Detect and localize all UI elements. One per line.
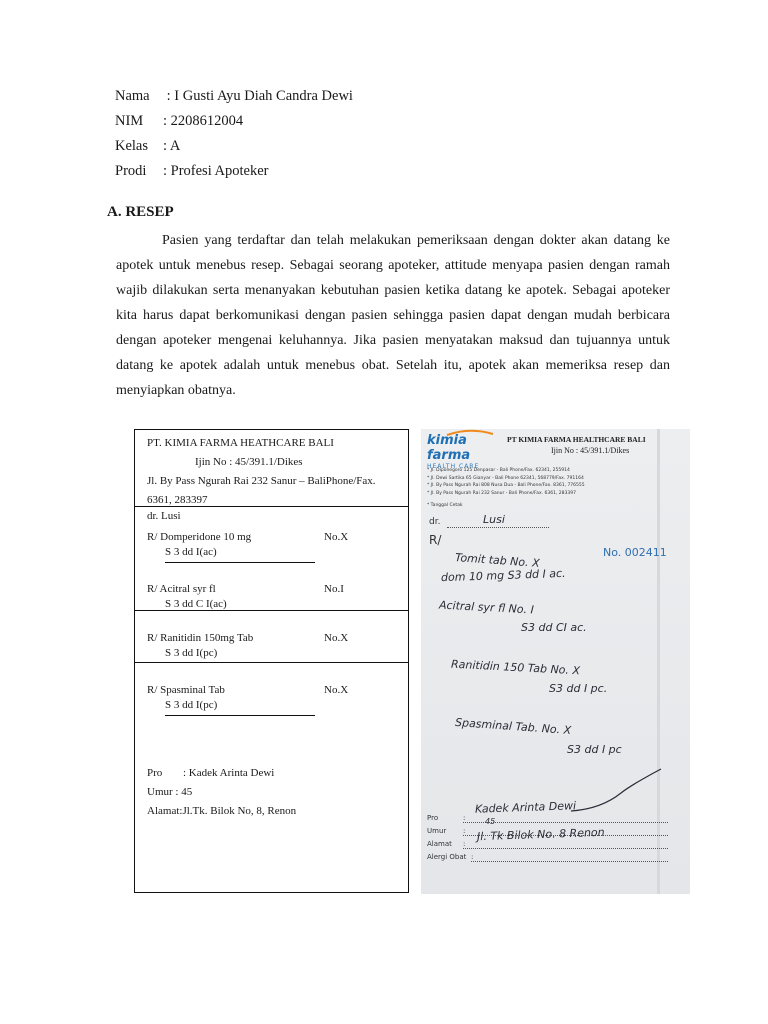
identity-row-prodi — [115, 159, 353, 184]
logo-swoosh-icon — [445, 429, 495, 437]
logo-subtitle: HEALTH CARE — [427, 463, 480, 470]
rx-item — [147, 684, 397, 718]
colon: : — [471, 853, 474, 861]
photo-alergi-label: Alergi Obat — [427, 853, 467, 861]
photo-fold-shadow — [657, 429, 660, 894]
rx-item-name: R/ Spasminal Tab — [147, 684, 225, 696]
photo-address-line: * Jl. By Pass Ngurah Rai 232 Sanur - Bali Phone/Fax. 6361, 283397 — [427, 490, 576, 496]
rx-item-signa: S 3 dd C I(ac) — [165, 598, 227, 610]
colon: : — [463, 827, 466, 835]
photo-tanggal: * Tanggal Cetak — [427, 503, 463, 508]
typed-prescription — [134, 429, 409, 893]
dotted-line — [447, 527, 549, 528]
identity-label: NIM — [115, 113, 144, 129]
rx-item — [147, 632, 397, 666]
photo-alamat-label: Alamat — [427, 840, 452, 848]
typed-rx-patient — [147, 764, 296, 821]
handwriting-line: Ranitidin 150 Tab No. X — [450, 657, 581, 678]
handwriting-line: Tomit tab No. X — [454, 551, 541, 570]
kimia-farma-logo — [427, 433, 507, 470]
handwriting-line: S3 dd I pc — [567, 743, 622, 756]
rx-item — [147, 531, 397, 565]
typed-rx-ijin: Ijin No : 45/391.1/Dikes — [195, 456, 303, 468]
identity-row-kelas — [115, 134, 353, 159]
colon: : — [463, 814, 466, 822]
photo-doctor-handwriting: Lusi — [483, 513, 505, 526]
rx-item-name: R/ Domperidone 10 mg — [147, 531, 252, 543]
photo-rx-symbol: R/ — [429, 533, 442, 547]
handwriting-line: S3 dd CI ac. — [521, 621, 587, 634]
photo-serial-number: No. 002411 — [603, 546, 667, 559]
identity-label: Kelas — [115, 138, 149, 154]
doctor-signature — [561, 765, 671, 815]
identity-row-nim — [115, 109, 353, 134]
signa-underline — [165, 715, 315, 716]
rx-item-signa: S 3 dd I(pc) — [165, 647, 218, 659]
rx-item-signa: S 3 dd I(pc) — [165, 699, 218, 711]
patient-age: : 45 — [172, 786, 193, 798]
student-identity — [115, 84, 353, 184]
logo-brand: kimia farma — [427, 433, 471, 463]
divider — [135, 506, 408, 507]
photo-ijin: Ijin No : 45/391.1/Dikes — [551, 446, 630, 455]
patient-name-row — [147, 764, 296, 783]
typed-rx-header — [147, 434, 400, 510]
patient-address: Jl.Tk. Bilok No, 8, Renon — [182, 805, 297, 817]
dotted-line — [471, 861, 668, 862]
photo-age-handwriting: 45 — [485, 817, 496, 826]
patient-name: : Kadek Arinta Dewi — [183, 767, 275, 779]
typed-rx-address: Jl. By Pass Ngurah Rai 232 Sanur – BaliPhone/Fax. 6361, 283397 — [147, 475, 376, 506]
identity-value: : Profesi Apoteker — [163, 163, 269, 179]
identity-value: : 2208612004 — [163, 113, 244, 129]
typed-rx-doctor: dr. Lusi — [147, 510, 181, 522]
photo-pro-label: Pro — [427, 814, 439, 822]
patient-address-row — [147, 802, 296, 821]
patient-age-row — [147, 783, 296, 802]
identity-label: Nama — [115, 88, 150, 104]
dotted-line — [463, 848, 668, 849]
handwriting-line: Acitral syr fl No. I — [438, 598, 535, 617]
handwriting-line: S3 dd I pc. — [549, 682, 608, 695]
patient-name-label: Pro — [147, 767, 163, 779]
photo-addresses — [427, 467, 585, 497]
identity-value: : A — [163, 138, 181, 154]
photo-address-handwriting: Jl. Tk Bilok No. 8 Renon — [476, 825, 605, 844]
photo-allergy-row — [427, 853, 474, 861]
rx-item-name: R/ Ranitidin 150mg Tab — [147, 632, 254, 644]
typed-rx-company: PT. KIMIA FARMA HEATHCARE BALI — [147, 437, 334, 449]
photo-age-row — [427, 827, 466, 835]
patient-age-label: Umur — [147, 786, 173, 798]
identity-label: Prodi — [115, 163, 147, 179]
prescription-photo — [421, 429, 690, 894]
photo-address-line: * Jl. By Pass Ngurah Rai 808 Nusa Dua - Bali Phone/Fax. 8361, 776555 — [427, 483, 585, 488]
photo-address-row — [427, 840, 466, 848]
photo-address-line: * Jl. Dewi Sartika 65 Gianyar - Bali Phone 62341, 568779/Fax. 791164 — [427, 475, 584, 481]
identity-row-nama — [115, 84, 353, 109]
signa-underline — [165, 562, 315, 563]
section-paragraph: Pasien yang terdaftar dan telah melakukan pemeriksaan dengan dokter akan datang ke apotek untuk menebus resep. Sebagai seorang apoteker, attitude menyapa pasien dengan ramah wajib dilakukan serta menanyakan kebutuhan pasien ketika datang ke apotek. Sebagai apoteker kita harus dapat berkomunikasi dengan pasien sehingga pasien dapat dengan mudah berbicara dengan apoteker mengenai keluhannya. Jika pasien menyatakan maksud dan tujuannya untuk datang ke apotek adalah untuk menebus obat. Setelah itu, apotek akan memeriksa resep dan menyiapkan obatnya. — [116, 233, 670, 398]
handwriting-line: dom 10 mg S3 dd I ac. — [440, 566, 566, 585]
rx-item-quantity: No.I — [324, 583, 344, 595]
rx-item-quantity: No.X — [324, 632, 349, 644]
photo-dr-label: dr. — [429, 517, 441, 527]
section-heading: A. RESEP — [107, 204, 174, 220]
photo-patient-name-handwriting: Kadek Arinta Dewi — [474, 799, 577, 816]
photo-title: PT KIMIA FARMA HEALTHCARE BALI — [507, 435, 646, 444]
identity-value: : I Gusti Ayu Diah Candra Dewi — [163, 88, 353, 104]
photo-patient-row — [427, 814, 466, 822]
patient-address-label: Alamat: — [147, 805, 183, 817]
colon: : — [463, 840, 466, 848]
rx-item-quantity: No.X — [324, 531, 349, 543]
handwriting-line: Spasminal Tab. No. X — [454, 715, 572, 738]
rx-item — [147, 583, 397, 617]
rx-item-name: R/ Acitral syr fl — [147, 583, 216, 595]
photo-address-line: * Jl. Diponegoro 125 Denpasar - Bali Phone/Fax. 62341, 255914 — [427, 468, 570, 473]
photo-umur-label: Umur — [427, 827, 447, 835]
rx-item-quantity: No.X — [324, 684, 349, 696]
rx-item-signa: S 3 dd I(ac) — [165, 546, 217, 558]
